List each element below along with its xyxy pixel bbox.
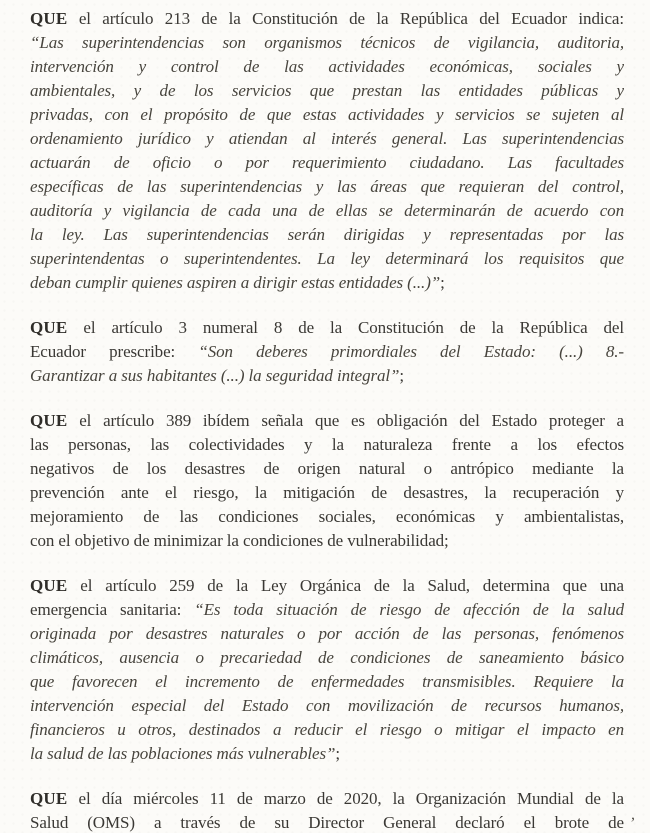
text-line [30,79,624,103]
paragraph-articulo-3-numeral-8 [30,316,624,388]
quote-text: “Las superintendencias son organismos técnicos de vigilancia, auditoria, [30,33,624,52]
body-text: ; [399,366,404,385]
que-keyword: QUE [30,9,68,28]
text-line [30,646,624,670]
text-line [30,433,624,457]
text-line [30,199,624,223]
text-line [30,742,624,766]
text-line [30,787,624,811]
body-text: Salud (OMS) a través de su Director General declaró el brote de [30,813,624,832]
quote-text: actuarán de oficio o por requerimiento ciudadano. Las facultades [30,153,624,172]
quote-text: intervención y control de las actividades económicas, sociales y [30,57,624,76]
text-line [30,670,624,694]
text-line [30,175,624,199]
text-line [30,364,624,388]
quote-text: financieros u otros, destinados a reducir el riesgo o mitigar el impacto en [30,720,624,739]
text-line [30,340,624,364]
text-line [30,811,624,833]
body-text: el artículo 213 de la Constitución de la República del Ecuador indica: [67,9,624,28]
quote-text: la ley. Las superintendencias serán dirigidas y representadas por las [30,225,624,244]
text-line [30,151,624,175]
quote-text: específicas de las superintendencias y las áreas que requieran del control, [30,177,624,196]
text-line [30,247,624,271]
quote-text: privadas, con el propósito de que estas actividades y servicios se sujeten al [30,105,624,124]
quote-text: ambientales, y de los servicios que prestan las entidades públicas y [30,81,624,100]
body-text: con el objetivo de minimizar la condiciones de vulnerabilidad; [30,531,449,550]
quote-text: “Son deberes primordiales del Estado: (...) 8.- [198,342,624,361]
paragraph-articulo-389 [30,409,624,553]
paragraph-oms-declaration [30,787,624,833]
quote-text: auditoría y vigilancia de cada una de ellas se determinarán de acuerdo con [30,201,624,220]
body-text: el artículo 259 de la Ley Orgánica de la Salud, determina que una [67,576,624,595]
que-keyword: QUE [30,411,68,430]
quote-text: originada por desastres naturales o por acción de las personas, fenómenos [30,624,624,643]
body-text: el artículo 389 ibídem señala que es obligación del Estado proteger a [67,411,624,430]
scan-stray-mark: , [631,806,635,823]
quote-text: climáticos, ausencia o precariedad de condiciones de saneamiento básico [30,648,624,667]
text-line [30,271,624,295]
body-text: prevención ante el riesgo, la mitigación de desastres, la recuperación y [30,483,624,502]
body-text: Ecuador prescribe: [30,342,199,361]
quote-text: deban cumplir quienes aspiren a dirigir estas entidades (...)” [30,273,441,292]
text-line [30,223,624,247]
quote-text: “Es toda situación de riesgo de afección de la salud [194,600,624,619]
body-text: mejoramiento de las condiciones sociales, económicas y ambientalistas, [30,507,624,526]
body-text: ; [440,273,445,292]
body-text: las personas, las colectividades y la naturaleza frente a los efectos [30,435,624,454]
quote-text: la salud de las poblaciones más vulnerables” [30,744,336,763]
quote-text: Garantizar a sus habitantes (...) la seguridad integral” [30,366,400,385]
body-text: el día miércoles 11 de marzo de 2020, la Organización Mundial de la [67,789,624,808]
paragraph-articulo-259 [30,574,624,766]
quote-text: intervención especial del Estado con movilización de recursos humanos, [30,696,624,715]
quote-text: superintendentas o superintendentes. La ley determinará los requisitos que [30,249,624,268]
text-line [30,409,624,433]
paragraph-articulo-213 [30,7,624,295]
que-keyword: QUE [30,789,68,808]
text-line [30,529,624,553]
body-text: emergencia sanitaria: [30,600,195,619]
quote-text: que favorecen el incremento de enfermedades transmisibles. Requiere la [30,672,624,691]
que-keyword: QUE [30,576,68,595]
text-line [30,574,624,598]
text-line [30,718,624,742]
text-line [30,7,624,31]
body-text: ; [335,744,340,763]
text-line [30,55,624,79]
text-line [30,127,624,151]
text-line [30,694,624,718]
body-text: el artículo 3 numeral 8 de la Constitución de la República del [67,318,624,337]
que-keyword: QUE [30,318,68,337]
text-line [30,457,624,481]
quote-text: ordenamiento jurídico y atiendan al interés general. Las superintendencias [30,129,624,148]
text-line [30,505,624,529]
text-line [30,31,624,55]
text-line [30,316,624,340]
text-line [30,103,624,127]
text-line [30,622,624,646]
text-line [30,598,624,622]
text-line [30,481,624,505]
body-text: negativos de los desastres de origen natural o antrópico mediante la [30,459,624,478]
